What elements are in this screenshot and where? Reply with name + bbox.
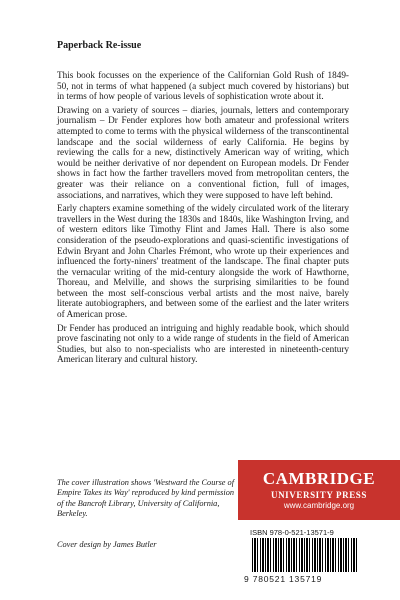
section-heading: Paperback Re-issue: [57, 40, 142, 51]
publisher-logo-box: [238, 460, 400, 520]
barcode: [252, 538, 358, 572]
blurb-paragraph: Drawing on a variety of sources – diaries, journals, letters and contemporary journalism – Dr Fender explores how both amateur and professional writers attempted to come to terms with the physical wilderness of the transcontinental landscape and the social wilderness of early California. He begins by reviewing the calls for a new, distinctively American way of writing, which would be neither derivative of nor dependent on European models. Dr Fender shows in fact how the farther travellers moved from metropolitan centers, the greater was their reliance on a conventional fiction, full of images, associations, and narratives, which they were supposed to have left behind.: [57, 104, 349, 200]
cover-illustration-credit: The cover illustration shows 'Westward the Course of Empire Takes its Way' reproduced by kind permission of the Bancroft Library, University of California, Berkeley.: [57, 478, 235, 519]
publisher-url: www.cambridge.org: [283, 501, 355, 510]
barcode-number: 9 780521 135719: [244, 574, 323, 584]
publisher-subtitle: UNIVERSITY PRESS: [270, 490, 368, 500]
isbn-label: ISBN 978-0-521-13571-9: [250, 528, 334, 537]
blurb: [57, 70, 349, 368]
blurb-paragraph: Early chapters examine something of the widely circulated work of the literary travellers in the West during the 1830s and 1840s, like Washington Irving, and of western editors like Timothy Flint and James Hall. There is also some consideration of the pseudo-explorations and quasi-scientific investigations of Edwin Bryant and John Charles Frémont, who wrote up their experiences and influenced the forty-niners' treatment of the landscape. The final chapter puts the vernacular writing of the mid-century alongside the work of Hawthorne, Thoreau, and Melville, and shows the surprising similarities to be found between the most self-conscious verbal artists and the most naive, barely literate autobiographers, and between some of the earliest and the later writers of American prose.: [57, 203, 349, 320]
cover-design-credit: Cover design by James Butler: [57, 540, 157, 549]
publisher-name: CAMBRIDGE: [262, 469, 376, 488]
blurb-paragraph: This book focusses on the experience of the Californian Gold Rush of 1849-50, not in terms of what happened (a subject much covered by historians) but in terms of how people of various levels of sophistication wrote about it.: [57, 70, 349, 102]
blurb-paragraph: Dr Fender has produced an intriguing and highly readable book, which should prove fascinating not only to a wide range of students in the field of American Studies, but also to non-specialists who are interested in nineteenth-century American literary and cultural history.: [57, 322, 349, 365]
